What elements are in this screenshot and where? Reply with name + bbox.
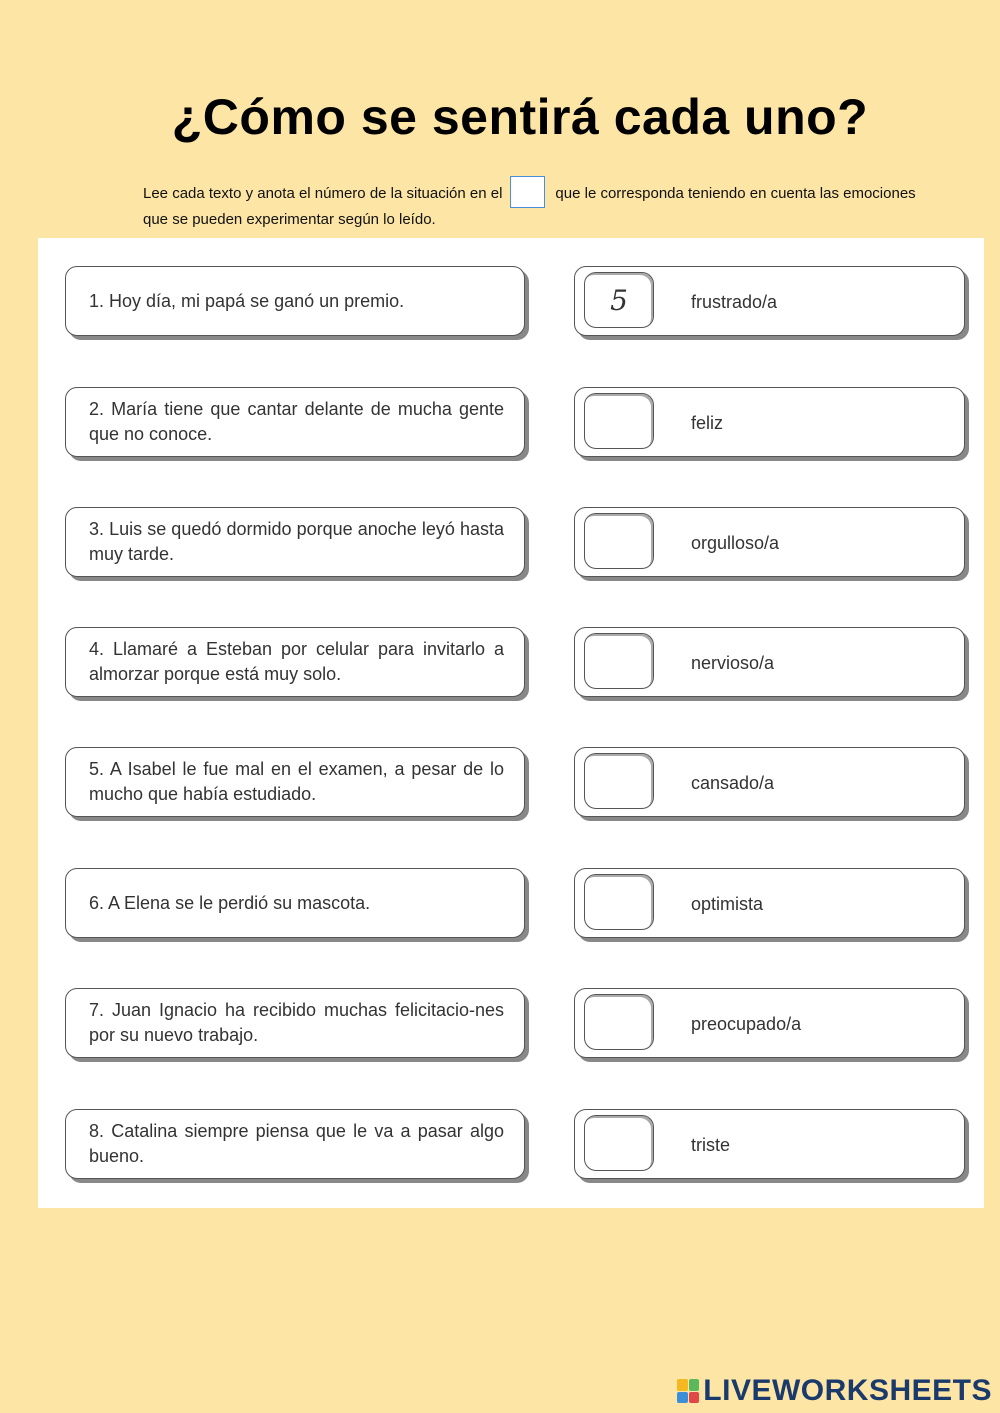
answer-input[interactable]: 5 <box>584 272 654 328</box>
emotion-card <box>574 507 965 577</box>
answer-input[interactable] <box>584 994 654 1050</box>
emotion-label: preocupado/a <box>691 1013 802 1034</box>
instructions-text-after: que le corresponda teniendo en cuenta las emociones que se pueden experimentar según lo leído. <box>143 185 916 228</box>
emotion-card <box>574 747 965 817</box>
emotion-card <box>574 387 965 457</box>
instructions-text-before: Lee cada texto y anota el número de la situación en el <box>143 185 503 202</box>
instructions <box>143 176 943 231</box>
answer-input[interactable] <box>584 1115 654 1171</box>
liveworksheets-icon <box>677 1379 699 1403</box>
situation-text: 5. A Isabel le fue mal en el examen, a pesar de lo mucho que había estudiado. <box>89 759 504 804</box>
emotion-label: nervioso/a <box>691 652 775 673</box>
example-answer-box <box>510 176 545 208</box>
situation-card <box>65 507 525 577</box>
situation-text: 8. Catalina siempre piensa que le va a pasar algo bueno. <box>89 1121 504 1166</box>
situation-text: 2. María tiene que cantar delante de mucha gente que no conoce. <box>89 399 504 444</box>
emotion-label: triste <box>691 1134 731 1155</box>
situation-card <box>65 747 525 817</box>
situation-card <box>65 988 525 1058</box>
answer-input[interactable] <box>584 513 654 569</box>
emotion-card <box>574 1109 965 1179</box>
answer-input[interactable] <box>584 633 654 689</box>
situation-text: 4. Llamaré a Esteban por celular para invitarlo a almorzar porque está muy solo. <box>89 639 504 684</box>
emotion-label: frustrado/a <box>691 291 778 312</box>
situation-text: 1. Hoy día, mi papá se ganó un premio. <box>89 290 405 311</box>
page-title: ¿Cómo se sentirá cada uno? <box>171 89 869 145</box>
emotion-card <box>574 627 965 697</box>
emotion-label: cansado/a <box>691 772 775 793</box>
emotion-card <box>574 266 965 336</box>
emotion-label: orgulloso/a <box>691 532 780 553</box>
emotion-card <box>574 988 965 1058</box>
situation-card <box>65 1109 525 1179</box>
situation-card <box>65 266 525 336</box>
emotion-label: optimista <box>691 893 764 914</box>
answer-input[interactable] <box>584 393 654 449</box>
worksheet-panel <box>38 238 984 1208</box>
liveworksheets-logo <box>677 1374 992 1408</box>
emotion-label: feliz <box>691 412 724 433</box>
situation-text: 6. A Elena se le perdió su mascota. <box>89 892 371 913</box>
answer-input[interactable] <box>584 874 654 930</box>
situation-card <box>65 627 525 697</box>
situation-card <box>65 868 525 938</box>
emotion-card <box>574 868 965 938</box>
situation-text: 7. Juan Ignacio ha recibido muchas felicitacio-nes por su nuevo trabajo. <box>89 1000 504 1045</box>
situation-card <box>65 387 525 457</box>
situation-text: 3. Luis se quedó dormido porque anoche leyó hasta muy tarde. <box>89 519 504 564</box>
answer-input[interactable] <box>584 753 654 809</box>
brand-text: LIVEWORKSHEETS <box>703 1374 992 1407</box>
